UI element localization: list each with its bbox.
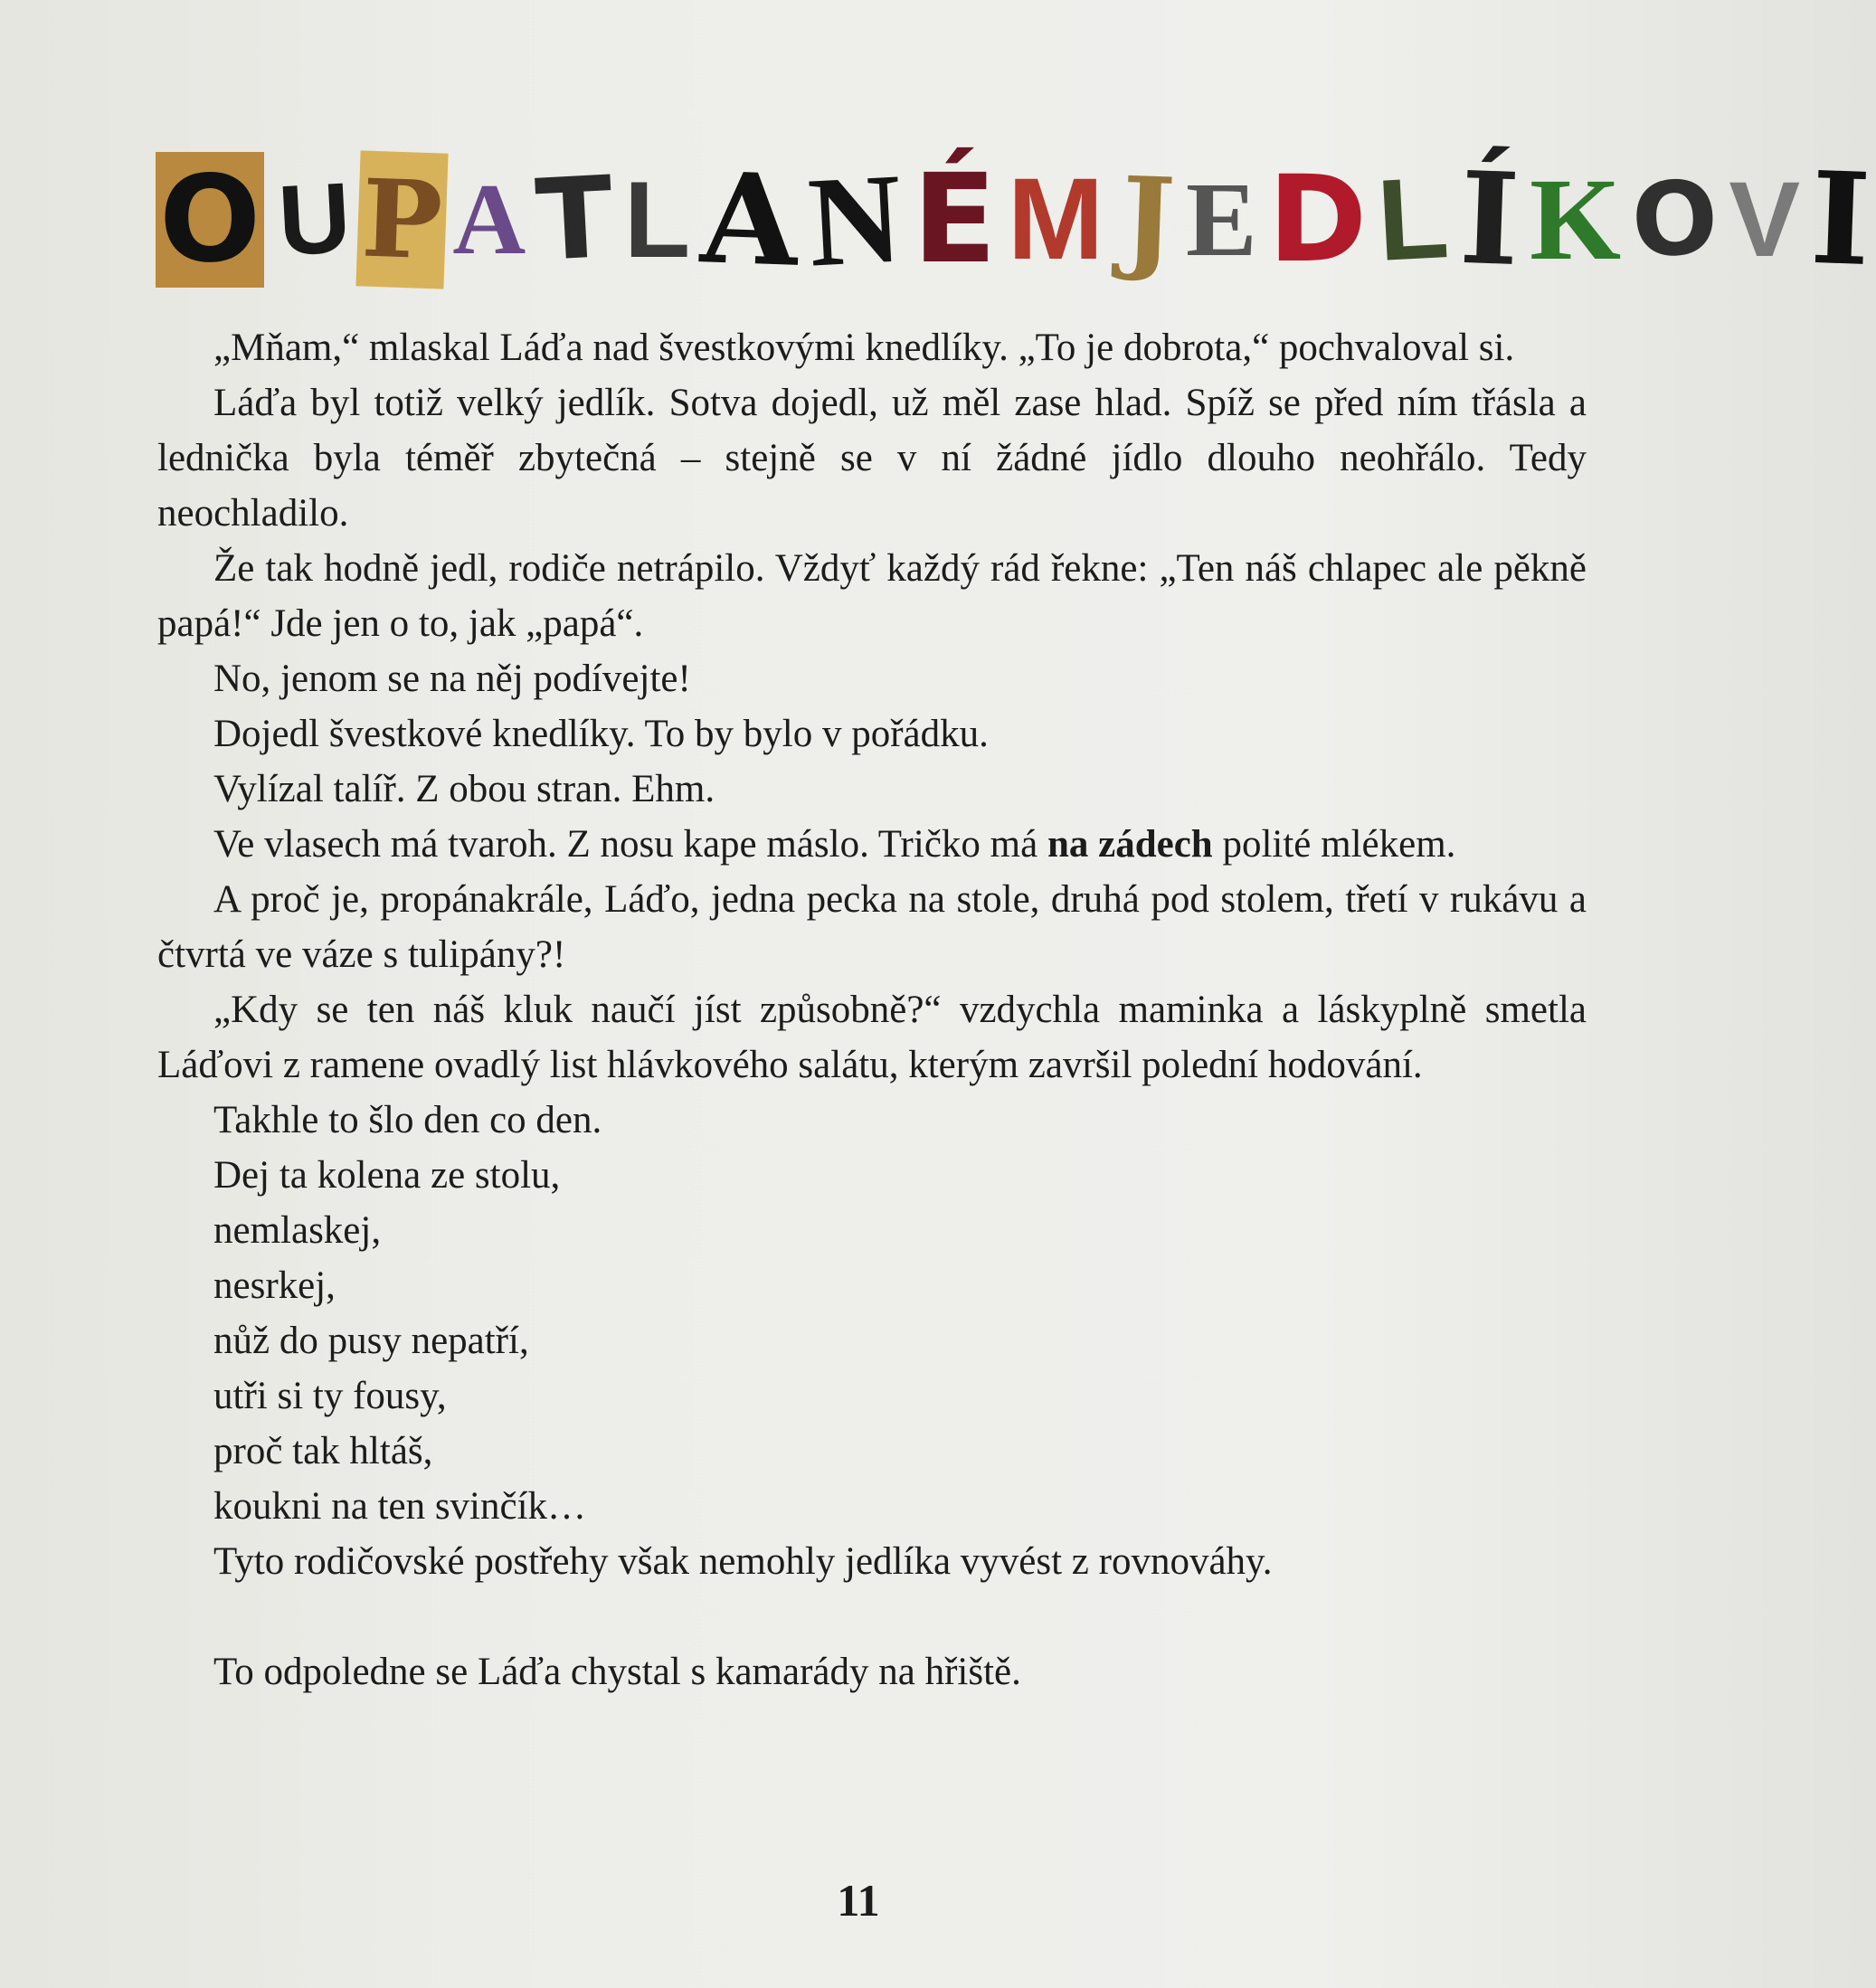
title-word	[1118, 144, 1873, 296]
verse-line: nesrkej,	[213, 1264, 336, 1307]
paragraph-5: Dojedl švestkové knedlíky. To by bylo v pořádku.	[213, 713, 989, 755]
title-letter: P	[355, 150, 448, 289]
title-letter: L	[623, 159, 691, 280]
title-letter: M	[1007, 155, 1104, 284]
paragraph-10: Takhle to šlo den co den.	[213, 1099, 602, 1141]
title-letter: E	[1186, 160, 1257, 279]
title-letter: I	[1808, 144, 1873, 296]
title-word	[156, 152, 264, 288]
title-letter: T	[533, 152, 617, 288]
page-number: 11	[837, 1875, 880, 1926]
title-letter: U	[276, 162, 354, 277]
title-letter: L	[1374, 153, 1453, 286]
paragraph-7-end: polité mlékem.	[1212, 823, 1456, 866]
paragraph-3: Že tak hodně jedl, rodiče netrápilo. Vždyť každý rád řekne: „Ten náš chlapec ale pěkně papá!“ Jde jen o to, jak „papá“.	[157, 547, 1587, 645]
title-letter: Í	[1456, 144, 1521, 296]
title-word	[275, 144, 1107, 295]
title-letter: É	[912, 148, 997, 291]
chapter-body	[157, 320, 1587, 1699]
final-paragraph: To odpoledne se Láďa chystal s kamarády na hřiště.	[213, 1651, 1021, 1693]
title-letter: O	[156, 152, 264, 288]
verse-line: nemlaskej,	[213, 1209, 382, 1252]
title-letter: J	[1119, 153, 1178, 286]
chapter-title	[156, 107, 1873, 296]
title-letter: O	[1628, 158, 1721, 281]
paragraph-9: „Kdy se ten náš kluk naučí jíst způsobně?“ vzdychla maminka a láskyplně smetla Láďovi z ramene ovadlý list hlávkového salátu, kterým završil polední hodování.	[157, 989, 1587, 1086]
verse-line: Dej ta kolena ze stolu,	[213, 1154, 561, 1197]
closing-paragraph: Tyto rodičovské postřehy však nemohly jedlíka vyvést z rovnováhy.	[213, 1540, 1273, 1583]
verse-line: utři si ty fousy,	[213, 1375, 447, 1417]
paragraph-7	[157, 817, 1587, 872]
paragraph-1: „Mňam,“ mlaskal Láďa nad švestkovými knedlíky. „To je dobrota,“ pochvaloval si.	[213, 327, 1515, 369]
title-letter: A	[698, 144, 801, 295]
title-letter: D	[1267, 150, 1368, 289]
title-letter: A	[452, 164, 526, 276]
verse-line: proč tak hltáš,	[213, 1430, 433, 1472]
paragraph-8: A proč je, propánakrále, Láďo, jedna pecka na stole, druhá pod stolem, třetí v rukávu a čtvrtá ve váze s tulipány?!	[157, 878, 1587, 976]
verse-line: nůž do pusy nepatří,	[213, 1320, 529, 1362]
paragraph-4: No, jenom se na něj podívejte!	[213, 658, 691, 700]
title-letter: N	[805, 146, 905, 294]
title-letter: K	[1530, 155, 1622, 285]
paragraph-6: Vylízal talíř. Z obou stran. Ehm.	[213, 768, 715, 810]
paragraph-2: Láďa byl totiž velký jedlík. Sotva dojedl, už měl zase hlad. Spíž se před ním třásla a lednička byla téměř zbytečná – stejně se v ní žádné jídlo dlouho neohřálo. Tedy neochladilo.	[157, 382, 1587, 535]
verse-line: koukni na ten svinčík…	[213, 1485, 587, 1528]
paragraph-7-start: Ve vlasech má tvaroh. Z nosu kape máslo. Tričko má	[213, 823, 1047, 866]
title-letter: V	[1729, 160, 1801, 279]
paragraph-7-bold: na zádech	[1047, 823, 1213, 866]
